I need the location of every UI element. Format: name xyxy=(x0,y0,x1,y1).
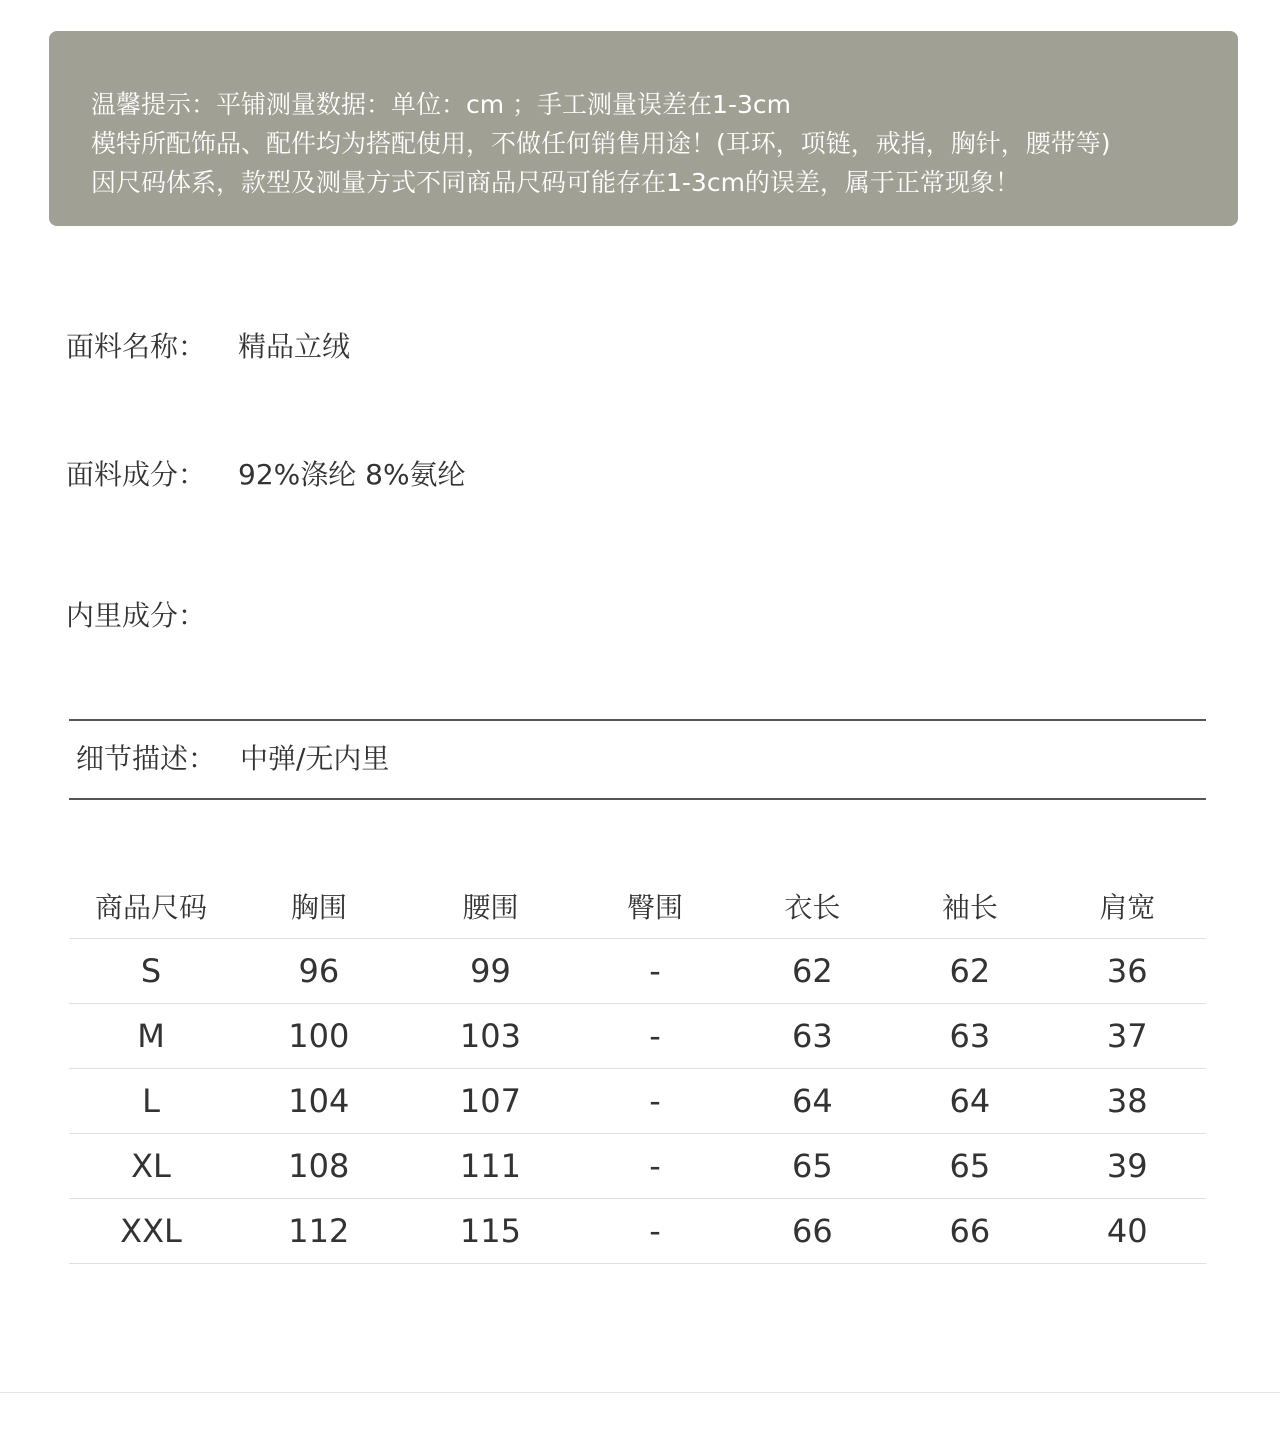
cell: 100 xyxy=(233,1004,405,1069)
cell: 62 xyxy=(734,939,891,1004)
cell: - xyxy=(576,1134,733,1199)
lining-composition-label: 内里成分： xyxy=(66,599,207,632)
cell: XL xyxy=(69,1134,233,1199)
cell: 115 xyxy=(405,1199,577,1264)
header-hip: 臀围 xyxy=(576,874,733,939)
table-header-row xyxy=(69,874,1206,939)
notice-line: 因尺码体系，款型及测量方式不同商品尺码可能存在1-3cm的误差，属于正常现象！ xyxy=(91,168,1020,197)
cell: 66 xyxy=(891,1199,1048,1264)
cell: 103 xyxy=(405,1004,577,1069)
cell: 104 xyxy=(233,1069,405,1134)
table-row xyxy=(69,1134,1206,1199)
cell: 107 xyxy=(405,1069,577,1134)
table-row xyxy=(69,939,1206,1004)
cell: 39 xyxy=(1049,1134,1206,1199)
table-row xyxy=(69,1199,1206,1264)
header-sleeve: 袖长 xyxy=(891,874,1048,939)
cell: 66 xyxy=(734,1199,891,1264)
cell: 112 xyxy=(233,1199,405,1264)
fabric-composition-row xyxy=(66,453,466,493)
cell: L xyxy=(69,1069,233,1134)
fabric-composition-label: 面料成分： xyxy=(66,458,207,491)
detail-top-divider xyxy=(69,719,1206,721)
cell: - xyxy=(576,1004,733,1069)
table-row xyxy=(69,1004,1206,1069)
fabric-name-label: 面料名称： xyxy=(66,330,207,363)
cell: S xyxy=(69,939,233,1004)
lining-composition-row xyxy=(66,594,238,634)
notice-line: 模特所配饰品、配件均为搭配使用，不做任何销售用途！(耳环，项链，戒指，胸针，腰带等) xyxy=(91,129,1111,158)
cell: 36 xyxy=(1049,939,1206,1004)
cell: 37 xyxy=(1049,1004,1206,1069)
cell: - xyxy=(576,1199,733,1264)
fabric-name-value: 精品立绒 xyxy=(238,330,351,363)
table-row xyxy=(69,1069,1206,1134)
cell: 65 xyxy=(734,1134,891,1199)
fabric-composition-value: 92%涤纶 8%氨纶 xyxy=(238,458,466,491)
detail-bottom-divider xyxy=(69,798,1206,800)
header-length: 衣长 xyxy=(734,874,891,939)
cell: 111 xyxy=(405,1134,577,1199)
cell: 64 xyxy=(734,1069,891,1134)
cell: 63 xyxy=(891,1004,1048,1069)
cell: 108 xyxy=(233,1134,405,1199)
detail-row xyxy=(76,737,389,777)
detail-label: 细节描述： xyxy=(76,742,217,775)
cell: - xyxy=(576,1069,733,1134)
fabric-name-row xyxy=(66,325,350,365)
detail-value: 中弹/无内里 xyxy=(240,742,390,775)
cell: - xyxy=(576,939,733,1004)
cell: 64 xyxy=(891,1069,1048,1134)
cell: XXL xyxy=(69,1199,233,1264)
header-chest: 胸围 xyxy=(233,874,405,939)
header-waist: 腰围 xyxy=(405,874,577,939)
cell: 40 xyxy=(1049,1199,1206,1264)
header-size: 商品尺码 xyxy=(69,874,233,939)
cell: 96 xyxy=(233,939,405,1004)
notice-box xyxy=(49,31,1238,226)
cell: 38 xyxy=(1049,1069,1206,1134)
page-bottom-divider xyxy=(0,1392,1280,1393)
cell: M xyxy=(69,1004,233,1069)
cell: 65 xyxy=(891,1134,1048,1199)
header-shoulder: 肩宽 xyxy=(1049,874,1206,939)
notice-line: 温馨提示：平铺测量数据：单位：cm ；手工测量误差在1-3cm xyxy=(91,90,791,119)
cell: 99 xyxy=(405,939,577,1004)
cell: 62 xyxy=(891,939,1048,1004)
size-table xyxy=(69,874,1206,1264)
cell: 63 xyxy=(734,1004,891,1069)
